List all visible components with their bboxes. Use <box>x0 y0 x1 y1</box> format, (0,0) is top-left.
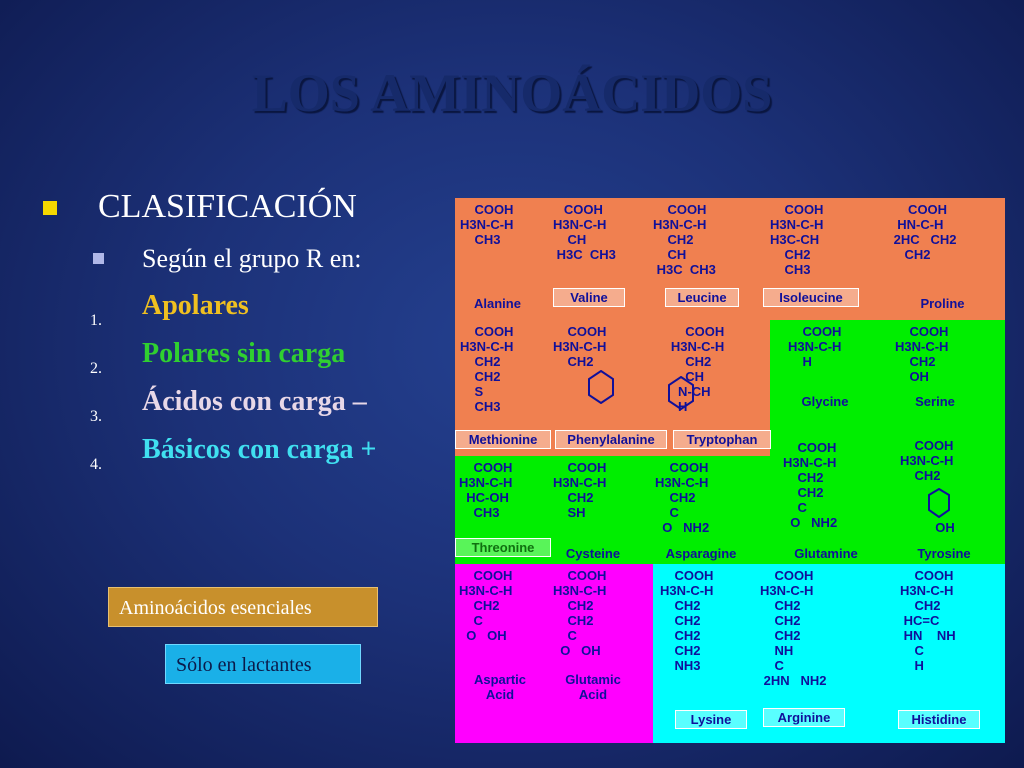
histidine-structure: COOH H3N-C-H CH2 HC=C HN NH C H <box>900 568 956 673</box>
aspartic-acid-structure: COOH H3N-C-H CH2 C O OH <box>459 568 513 643</box>
proline-label: Proline <box>920 296 965 311</box>
cysteine-label: Cysteine <box>565 546 621 561</box>
isoleucine-structure: COOH H3N-C-H H3C-CH CH2 CH3 <box>770 202 824 277</box>
glycine-label: Glycine <box>801 394 849 409</box>
category-number: 3. <box>90 408 102 425</box>
cysteine-structure: COOH H3N-C-H CH2 SH <box>553 460 607 520</box>
serine-structure: COOH H3N-C-H CH2 OH <box>895 324 949 384</box>
methionine-structure: COOH H3N-C-H CH2 CH2 S CH3 <box>460 324 514 414</box>
sub-bullet: Según el grupo R en: <box>142 244 362 273</box>
slide-title <box>0 62 1024 124</box>
asparagine-structure: COOH H3N-C-H CH2 C O NH2 <box>655 460 710 535</box>
glutamine-structure: COOH H3N-C-H CH2 CH2 C O NH2 <box>783 440 838 530</box>
phenylalanine-structure: COOH H3N-C-H CH2 <box>553 324 607 369</box>
category-apolares: Apolares <box>142 290 249 321</box>
valine-structure: COOH H3N-C-H CH H3C CH3 <box>553 202 616 262</box>
indole-ring-icon <box>667 376 695 410</box>
sub-bullet-square-icon <box>93 253 104 264</box>
glutamic-acid-label: Glutamic Acid <box>565 672 621 702</box>
amino-acid-chart <box>455 198 1005 743</box>
valine-label: Valine <box>553 288 625 307</box>
legend-infants: Sólo en lactantes <box>165 644 361 684</box>
category-acidos: Ácidos con carga – <box>142 386 367 417</box>
isoleucine-label: Isoleucine <box>763 288 859 307</box>
category-polares: Polares sin carga <box>142 338 346 369</box>
title-text: LOS AMINOÁCIDOS <box>251 63 773 123</box>
arginine-label: Arginine <box>763 708 845 727</box>
alanine-label: Alanine <box>474 296 521 311</box>
lysine-label: Lysine <box>675 710 747 729</box>
phenyl-ring-icon <box>588 370 614 404</box>
category-number: 1. <box>90 312 102 329</box>
leucine-structure: COOH H3N-C-H CH2 CH H3C CH3 <box>653 202 716 277</box>
category-number: 4. <box>90 456 102 473</box>
tyrosine-structure: COOH H3N-C-H CH2 <box>900 438 954 483</box>
tyrosine-oh: OH <box>935 520 955 535</box>
leucine-label: Leucine <box>665 288 739 307</box>
methionine-label: Methionine <box>455 430 551 449</box>
glycine-structure: COOH H3N-C-H H <box>788 324 842 369</box>
main-bullet: CLASIFICACIÓN <box>98 188 357 225</box>
histidine-label: Histidine <box>898 710 980 729</box>
serine-label: Serine <box>915 394 955 409</box>
arginine-structure: COOH H3N-C-H CH2 CH2 CH2 NH C 2HN NH2 <box>760 568 827 688</box>
asparagine-label: Asparagine <box>665 546 737 561</box>
glutamine-label: Glutamine <box>794 546 858 561</box>
tyrosine-label: Tyrosine <box>917 546 971 561</box>
tryptophan-structure: COOH H3N-C-H CH2 CH N-CH H <box>670 324 725 414</box>
threonine-label: Threonine <box>455 538 551 557</box>
legend-essential: Aminoácidos esenciales <box>108 587 378 627</box>
glutamic-acid-structure: COOH H3N-C-H CH2 CH2 C O OH <box>553 568 607 658</box>
threonine-structure: COOH H3N-C-H HC-OH CH3 <box>459 460 513 520</box>
tryptophan-label: Tryptophan <box>673 430 771 449</box>
bullet-square-icon <box>43 201 57 215</box>
phenylalanine-label: Phenylalanine <box>555 430 667 449</box>
proline-structure: COOH HN-C-H 2HC CH2 CH2 <box>893 202 957 262</box>
aspartic-acid-label: Aspartic Acid <box>473 672 527 702</box>
lysine-structure: COOH H3N-C-H CH2 CH2 CH2 CH2 NH3 <box>660 568 714 673</box>
category-basicos: Básicos con carga + <box>142 434 377 465</box>
alanine-structure: COOH H3N-C-H CH3 <box>460 202 514 247</box>
tyrosine-ring-icon <box>928 488 950 518</box>
category-number: 2. <box>90 360 102 377</box>
